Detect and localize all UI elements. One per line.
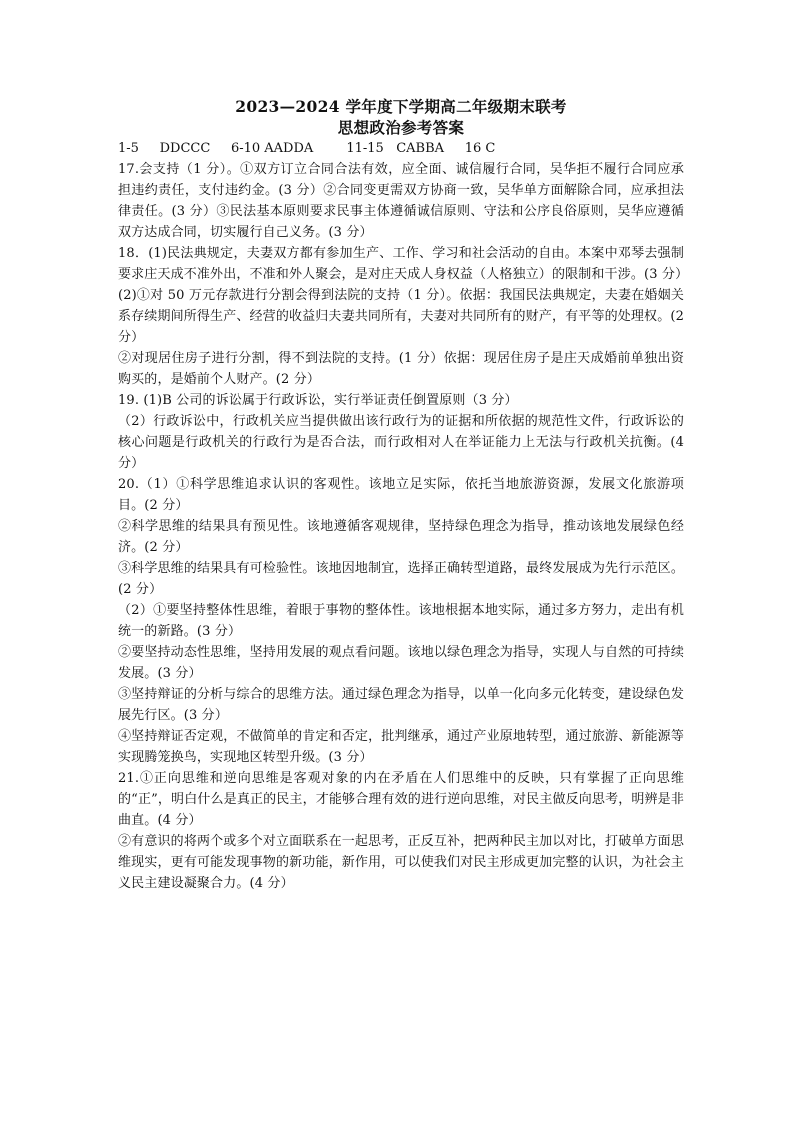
answer-20-part-2-b: ②要坚持动态性思维，坚持用发展的观点看问题。该地以绿色理念为指导，实现人与自然的可持续发展。(3 分） (118, 645, 684, 681)
answer-19-part-1: 19. (1)B 公司的诉讼属于行政诉讼，实行举证责任倒置原则（3 分） (118, 393, 518, 408)
answer-20-part-1-b: ②科学思维的结果具有预见性。该地遵循客观规律，坚持绿色理念为指导，推动该地发展绿色经济。(2 分） (118, 519, 684, 555)
answer-21-b: ②有意识的将两个或多个对立面联系在一起思考，正反互补，把两种民主加以对比，打破单方面思维现实，更有可能发现事物的新功能，新作用，可以使我们对民主形成更加完整的认识，为社会主义民主建设凝聚合力。(4 分） (118, 834, 684, 891)
answer-18-part-2-a: (2)①对 50 万元存款进行分割会得到法院的支持（1 分）。依据：我国民法典规定，夫妻在婚姻关系存续期间所得生产、经营的收益归夫妻共同所有，夫妻对共同所有的财产，有平等的处理权。(2 分） (118, 288, 684, 345)
answer-20-part-1-c: ③科学思维的结果具有可检验性。该地因地制宜，选择正确转型道路，最终发展成为先行示范区。(2 分） (118, 561, 684, 597)
subject-title: 思想政治参考答案 (337, 118, 465, 137)
answer-20-part-1-a: 20.（1）①科学思维追求认识的客观性。该地立足实际，依托当地旅游资源，发展文化旅游项目。(2 分） (118, 477, 684, 513)
answer-20-part-2-c: ③坚持辩证的分析与综合的思维方法。通过绿色理念为指导，以单一化向多元化转变，建设绿色发展先行区。(3 分） (118, 687, 684, 723)
answer-key-page (118, 96, 689, 894)
answer-20-part-2-a: （2）①要坚持整体性思维，着眼于事物的整体性。该地根据本地实际，通过多方努力，走出有机统一的新路。(3 分） (118, 603, 684, 639)
answer-18-part-2-b: ②对现居住房子进行分割，得不到法院的支持。(1 分）依据：现居住房子是庄天成婚前单独出资购买的，是婚前个人财产。(2 分） (118, 351, 684, 387)
choice-answers: 1-5 DDCCC 6-10 AADDA 11-15 CABBA 16 C (118, 141, 496, 156)
answer-21-a: 21.①正向思维和逆向思维是客观对象的内在矛盾在人们思维中的反映，只有掌握了正向思维的“正”，明白什么是真正的民主，才能够合理有效的进行逆向思维，对民主做反向思考，明辨是非曲直。(4 分） (118, 771, 684, 828)
exam-title: 2023—2024 学年度下学期高二年级期末联考 (235, 97, 567, 116)
answer-19-part-2: （2）行政诉讼中，行政机关应当提供做出该行政行为的证据和所依据的规范性文件，行政诉讼的核心问题是行政机关的行政行为是否合法，而行政相对人在举证能力上无法与行政机关抗衡。(4 分） (118, 414, 684, 471)
answer-18-part-1: 18．(1)民法典规定，夫妻双方都有参加生产、工作、学习和社会活动的自由。本案中邓琴去强制要求庄天成不准外出，不准和外人聚会，是对庄天成人身权益（人格独立）的限制和干涉。(3 分） (118, 246, 689, 282)
answer-17: 17.会支持（1 分）。①双方订立合同合法有效，应全面、诚信履行合同，吴华拒不履行合同应承担违约责任，支付违约金。(3 分）②合同变更需双方协商一致，吴华单方面解除合同，应承担法律责任。(3 分）③民法基本原则要求民事主体遵循诚信原则、守法和公序良俗原则，吴华应遵循双方达成合同，切实履行自己义务。(3 分） (118, 162, 684, 240)
answer-20-part-2-d: ④坚持辩证否定观，不做简单的肯定和否定，批判继承，通过产业原地转型，通过旅游、新能源等实现腾笼换鸟，实现地区转型升级。(3 分） (118, 729, 684, 765)
